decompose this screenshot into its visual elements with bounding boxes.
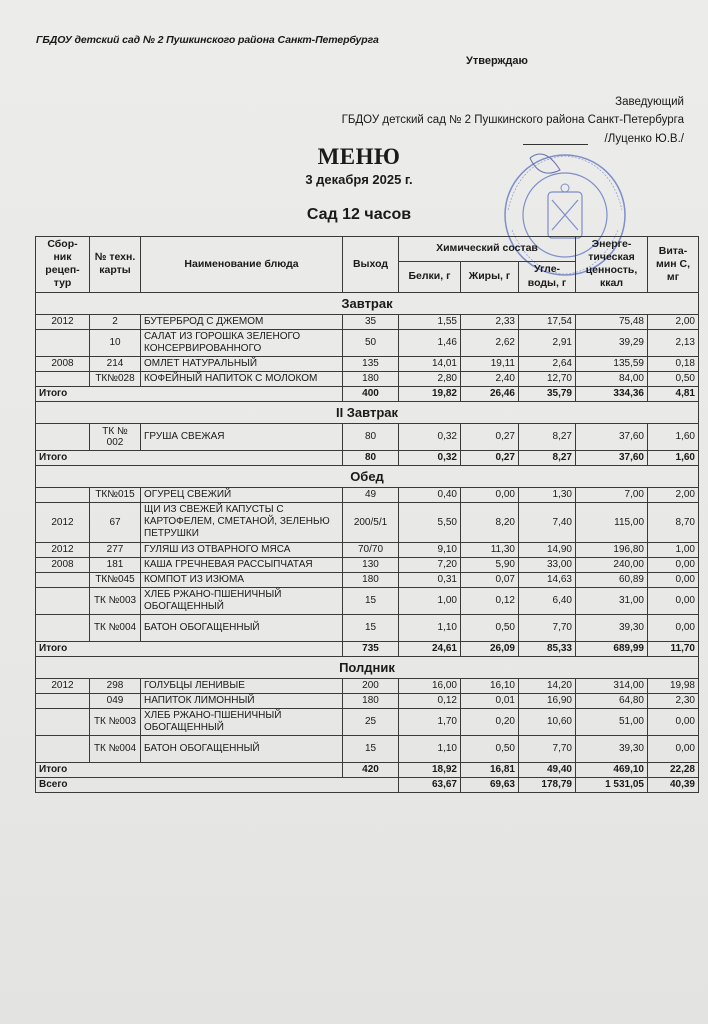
section-title: Полдник — [36, 656, 699, 678]
yield-cell: 15 — [343, 587, 399, 614]
fat-cell: 11,30 — [461, 542, 519, 557]
vitamin-cell: 0,00 — [648, 735, 699, 762]
tech-card-cell: 10 — [90, 329, 141, 356]
section-header — [36, 292, 699, 314]
dish-name-cell: БУТЕРБРОД С ДЖЕМОМ — [141, 314, 343, 329]
section-total-row — [36, 762, 699, 777]
carbs-cell: 17,54 — [519, 314, 576, 329]
dish-name-cell: БАТОН ОБОГАЩЕННЫЙ — [141, 614, 343, 641]
collection-cell: 2012 — [36, 678, 90, 693]
fat-cell: 0,50 — [461, 735, 519, 762]
vitamin-cell: 0,00 — [648, 587, 699, 614]
dish-name-cell: КАША ГРЕЧНЕВАЯ РАССЫПЧАТАЯ — [141, 557, 343, 572]
yield-cell: 25 — [343, 708, 399, 735]
tech-card-cell: 67 — [90, 502, 141, 542]
vitamin-cell: 2,00 — [648, 314, 699, 329]
yield-cell: 15 — [343, 614, 399, 641]
carbs-cell: 33,00 — [519, 557, 576, 572]
total-protein: 19,82 — [399, 386, 461, 401]
menu-table — [35, 236, 699, 793]
table-row — [36, 587, 699, 614]
tech-card-cell: 181 — [90, 557, 141, 572]
tech-card-cell: 277 — [90, 542, 141, 557]
carbs-cell: 2,91 — [519, 329, 576, 356]
protein-cell: 1,70 — [399, 708, 461, 735]
section-total-row — [36, 386, 699, 401]
table-row — [36, 614, 699, 641]
fat-cell: 0,12 — [461, 587, 519, 614]
tech-card-cell: 298 — [90, 678, 141, 693]
energy-cell: 60,89 — [576, 572, 648, 587]
collection-cell: 2008 — [36, 356, 90, 371]
yield-cell: 50 — [343, 329, 399, 356]
total-yield: 420 — [343, 762, 399, 777]
tech-card-cell: ТК №003 — [90, 708, 141, 735]
header-carbs: Угле-воды, г — [519, 261, 576, 292]
collection-cell — [36, 735, 90, 762]
carbs-cell: 14,63 — [519, 572, 576, 587]
yield-cell: 15 — [343, 735, 399, 762]
organization-header: ГБДОУ детский сад № 2 Пушкинского района Санкт-Петербурга — [36, 34, 379, 46]
page-title: МЕНЮ — [317, 144, 401, 169]
yield-cell: 49 — [343, 487, 399, 502]
carbs-cell: 12,70 — [519, 371, 576, 386]
tech-card-cell: 049 — [90, 693, 141, 708]
yield-cell: 200/5/1 — [343, 502, 399, 542]
tech-card-cell: ТК№015 — [90, 487, 141, 502]
carbs-cell: 8,27 — [519, 423, 576, 450]
carbs-cell: 14,90 — [519, 542, 576, 557]
protein-cell: 0,40 — [399, 487, 461, 502]
dish-name-cell: ХЛЕБ РЖАНО-ПШЕНИЧНЫЙ ОБОГАЩЕННЫЙ — [141, 587, 343, 614]
grand-total-vitamin: 40,39 — [648, 777, 699, 792]
yield-cell: 80 — [343, 423, 399, 450]
fat-cell: 0,01 — [461, 693, 519, 708]
table-row — [36, 735, 699, 762]
protein-cell: 7,20 — [399, 557, 461, 572]
table-row — [36, 678, 699, 693]
vitamin-cell: 0,00 — [648, 614, 699, 641]
protein-cell: 1,55 — [399, 314, 461, 329]
total-energy: 469,10 — [576, 762, 648, 777]
total-yield: 80 — [343, 450, 399, 465]
vitamin-cell: 2,00 — [648, 487, 699, 502]
total-carbs: 49,40 — [519, 762, 576, 777]
grand-total-fat: 69,63 — [461, 777, 519, 792]
fat-cell: 2,33 — [461, 314, 519, 329]
protein-cell: 1,10 — [399, 614, 461, 641]
energy-cell: 37,60 — [576, 423, 648, 450]
energy-cell: 75,48 — [576, 314, 648, 329]
head-role: Заведующий — [615, 96, 684, 108]
collection-cell — [36, 572, 90, 587]
energy-cell: 7,00 — [576, 487, 648, 502]
fat-cell: 8,20 — [461, 502, 519, 542]
protein-cell: 1,10 — [399, 735, 461, 762]
yield-cell: 130 — [343, 557, 399, 572]
total-yield: 400 — [343, 386, 399, 401]
energy-cell: 51,00 — [576, 708, 648, 735]
table-row — [36, 502, 699, 542]
protein-cell: 0,12 — [399, 693, 461, 708]
energy-cell: 240,00 — [576, 557, 648, 572]
table-row — [36, 557, 699, 572]
yield-cell: 70/70 — [343, 542, 399, 557]
protein-cell: 5,50 — [399, 502, 461, 542]
fat-cell: 5,90 — [461, 557, 519, 572]
dish-name-cell: ГОЛУБЦЫ ЛЕНИВЫЕ — [141, 678, 343, 693]
total-energy: 334,36 — [576, 386, 648, 401]
yield-cell: 180 — [343, 572, 399, 587]
vitamin-cell: 2,30 — [648, 693, 699, 708]
dish-name-cell: КОМПОТ ИЗ ИЗЮМА — [141, 572, 343, 587]
vitamin-cell: 1,00 — [648, 542, 699, 557]
head-name: /Луценко Ю.В./ — [604, 133, 684, 145]
table-row — [36, 693, 699, 708]
total-fat: 16,81 — [461, 762, 519, 777]
fat-cell: 2,40 — [461, 371, 519, 386]
header-tech-card: № техн. карты — [90, 237, 141, 293]
section-total-row — [36, 641, 699, 656]
total-carbs: 35,79 — [519, 386, 576, 401]
header-fat: Жиры, г — [461, 261, 519, 292]
menu-subtitle: Сад 12 часов — [306, 206, 412, 223]
carbs-cell: 14,20 — [519, 678, 576, 693]
energy-cell: 314,00 — [576, 678, 648, 693]
tech-card-cell: ТК №004 — [90, 735, 141, 762]
vitamin-cell: 0,00 — [648, 572, 699, 587]
vitamin-cell: 0,50 — [648, 371, 699, 386]
total-protein: 18,92 — [399, 762, 461, 777]
protein-cell: 9,10 — [399, 542, 461, 557]
yield-cell: 180 — [343, 693, 399, 708]
table-row — [36, 542, 699, 557]
header-dish-name: Наименование блюда — [141, 237, 343, 293]
collection-cell: 2008 — [36, 557, 90, 572]
protein-cell: 14,01 — [399, 356, 461, 371]
header-energy: Энерге-тическая ценность, ккал — [576, 237, 648, 293]
dish-name-cell: ОГУРЕЦ СВЕЖИЙ — [141, 487, 343, 502]
total-label: Итого — [36, 450, 343, 465]
carbs-cell: 1,30 — [519, 487, 576, 502]
collection-cell — [36, 423, 90, 450]
total-fat: 26,09 — [461, 641, 519, 656]
approval-label: Утверждаю — [466, 55, 528, 67]
collection-cell — [36, 708, 90, 735]
total-carbs: 85,33 — [519, 641, 576, 656]
yield-cell: 35 — [343, 314, 399, 329]
collection-cell — [36, 487, 90, 502]
dish-name-cell: САЛАТ ИЗ ГОРОШКА ЗЕЛЕНОГО КОНСЕРВИРОВАННОГО — [141, 329, 343, 356]
dish-name-cell: ГУЛЯШ ИЗ ОТВАРНОГО МЯСА — [141, 542, 343, 557]
energy-cell: 39,30 — [576, 614, 648, 641]
energy-cell: 64,80 — [576, 693, 648, 708]
table-row — [36, 487, 699, 502]
table-row — [36, 572, 699, 587]
section-title: Обед — [36, 465, 699, 487]
collection-cell — [36, 614, 90, 641]
dish-name-cell: ЩИ ИЗ СВЕЖЕЙ КАПУСТЫ С КАРТОФЕЛЕМ, СМЕТАНОЙ, ЗЕЛЕНЬЮ ПЕТРУШКИ — [141, 502, 343, 542]
fat-cell: 0,00 — [461, 487, 519, 502]
carbs-cell: 10,60 — [519, 708, 576, 735]
total-vitamin: 1,60 — [648, 450, 699, 465]
yield-cell: 135 — [343, 356, 399, 371]
table-row — [36, 356, 699, 371]
dish-name-cell: КОФЕЙНЫЙ НАПИТОК С МОЛОКОМ — [141, 371, 343, 386]
dish-name-cell: ГРУША СВЕЖАЯ — [141, 423, 343, 450]
dish-name-cell: БАТОН ОБОГАЩЕННЫЙ — [141, 735, 343, 762]
energy-cell: 84,00 — [576, 371, 648, 386]
protein-cell: 16,00 — [399, 678, 461, 693]
fat-cell: 0,07 — [461, 572, 519, 587]
vitamin-cell: 19,98 — [648, 678, 699, 693]
carbs-cell: 7,70 — [519, 614, 576, 641]
section-header — [36, 401, 699, 423]
carbs-cell: 7,70 — [519, 735, 576, 762]
header-chemical-composition: Химический состав — [399, 237, 576, 262]
header-protein: Белки, г — [399, 261, 461, 292]
grand-total-row — [36, 777, 699, 792]
total-energy: 689,99 — [576, 641, 648, 656]
tech-card-cell: ТК№028 — [90, 371, 141, 386]
fat-cell: 0,27 — [461, 423, 519, 450]
collection-cell — [36, 371, 90, 386]
total-yield: 735 — [343, 641, 399, 656]
tech-card-cell: ТК№045 — [90, 572, 141, 587]
carbs-cell: 6,40 — [519, 587, 576, 614]
energy-cell: 31,00 — [576, 587, 648, 614]
carbs-cell: 16,90 — [519, 693, 576, 708]
vitamin-cell: 8,70 — [648, 502, 699, 542]
total-vitamin: 4,81 — [648, 386, 699, 401]
fat-cell: 2,62 — [461, 329, 519, 356]
tech-card-cell: 2 — [90, 314, 141, 329]
total-fat: 0,27 — [461, 450, 519, 465]
collection-cell: 2012 — [36, 542, 90, 557]
header-yield: Выход — [343, 237, 399, 293]
protein-cell: 0,31 — [399, 572, 461, 587]
fat-cell: 16,10 — [461, 678, 519, 693]
table-row — [36, 329, 699, 356]
total-label: Итого — [36, 386, 343, 401]
grand-total-label: Всего — [36, 777, 399, 792]
table-row — [36, 371, 699, 386]
header-collection: Сбор-ник рецеп-тур — [36, 237, 90, 293]
total-label: Итого — [36, 641, 343, 656]
tech-card-cell: ТК №003 — [90, 587, 141, 614]
vitamin-cell: 2,13 — [648, 329, 699, 356]
section-header — [36, 465, 699, 487]
fat-cell: 0,50 — [461, 614, 519, 641]
table-row — [36, 423, 699, 450]
tech-card-cell: ТК № 002 — [90, 423, 141, 450]
grand-total-carbs: 178,79 — [519, 777, 576, 792]
fat-cell: 19,11 — [461, 356, 519, 371]
collection-cell — [36, 329, 90, 356]
dish-name-cell: ОМЛЕТ НАТУРАЛЬНЫЙ — [141, 356, 343, 371]
total-protein: 24,61 — [399, 641, 461, 656]
energy-cell: 135,59 — [576, 356, 648, 371]
carbs-cell: 2,64 — [519, 356, 576, 371]
table-row — [36, 314, 699, 329]
protein-cell: 1,46 — [399, 329, 461, 356]
grand-total-protein: 63,67 — [399, 777, 461, 792]
collection-cell — [36, 693, 90, 708]
dish-name-cell: НАПИТОК ЛИМОННЫЙ — [141, 693, 343, 708]
total-carbs: 8,27 — [519, 450, 576, 465]
protein-cell: 2,80 — [399, 371, 461, 386]
yield-cell: 180 — [343, 371, 399, 386]
total-vitamin: 22,28 — [648, 762, 699, 777]
section-title: II Завтрак — [36, 401, 699, 423]
carbs-cell: 7,40 — [519, 502, 576, 542]
grand-total-energy: 1 531,05 — [576, 777, 648, 792]
vitamin-cell: 1,60 — [648, 423, 699, 450]
energy-cell: 115,00 — [576, 502, 648, 542]
energy-cell: 196,80 — [576, 542, 648, 557]
tech-card-cell: ТК №004 — [90, 614, 141, 641]
collection-cell — [36, 587, 90, 614]
energy-cell: 39,29 — [576, 329, 648, 356]
table-row — [36, 708, 699, 735]
tech-card-cell: 214 — [90, 356, 141, 371]
vitamin-cell: 0,00 — [648, 557, 699, 572]
dish-name-cell: ХЛЕБ РЖАНО-ПШЕНИЧНЫЙ ОБОГАЩЕННЫЙ — [141, 708, 343, 735]
section-title: Завтрак — [36, 292, 699, 314]
menu-date: 3 декабря 2025 г. — [305, 172, 413, 187]
energy-cell: 39,30 — [576, 735, 648, 762]
total-energy: 37,60 — [576, 450, 648, 465]
fat-cell: 0,20 — [461, 708, 519, 735]
total-label: Итого — [36, 762, 343, 777]
collection-cell: 2012 — [36, 502, 90, 542]
total-fat: 26,46 — [461, 386, 519, 401]
collection-cell: 2012 — [36, 314, 90, 329]
total-vitamin: 11,70 — [648, 641, 699, 656]
total-protein: 0,32 — [399, 450, 461, 465]
vitamin-cell: 0,00 — [648, 708, 699, 735]
head-organization: ГБДОУ детский сад № 2 Пушкинского района Санкт-Петербурга — [341, 114, 684, 126]
protein-cell: 0,32 — [399, 423, 461, 450]
vitamin-cell: 0,18 — [648, 356, 699, 371]
section-total-row — [36, 450, 699, 465]
header-vitamin: Вита-мин С, мг — [648, 237, 699, 293]
protein-cell: 1,00 — [399, 587, 461, 614]
section-header — [36, 656, 699, 678]
yield-cell: 200 — [343, 678, 399, 693]
